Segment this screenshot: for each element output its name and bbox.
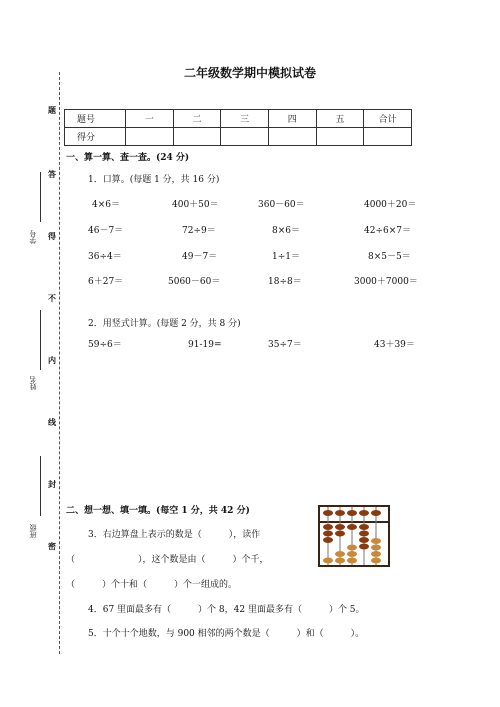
problem: 360－60＝	[258, 200, 305, 210]
abacus-bead	[359, 510, 369, 516]
abacus-bead	[347, 510, 357, 516]
abacus-bead	[323, 524, 333, 530]
fill-line	[40, 456, 41, 516]
score-table	[64, 109, 412, 146]
problem: 43＋39＝	[374, 340, 415, 350]
label-class: 班级	[29, 524, 37, 538]
section-title: 一、算一算、查一查。(24 分)	[66, 153, 190, 163]
abacus-bead	[335, 524, 345, 530]
abacus-bead	[335, 510, 345, 516]
fill-line	[40, 310, 41, 370]
margin-char: 不	[48, 293, 56, 303]
problem: 4000＋20＝	[364, 200, 417, 210]
margin-char: 得	[48, 231, 56, 241]
problem: 59÷6＝	[88, 340, 122, 350]
table-cell: 合计	[364, 110, 412, 128]
question-line: 5．十个十个地数，与 900 相邻的两个数是（ ）和（ ）。	[88, 629, 365, 639]
table-cell: 一	[126, 110, 174, 128]
table-cell: 二	[173, 110, 221, 128]
abacus-bead	[359, 544, 369, 550]
table-row	[65, 110, 412, 128]
abacus-bead	[323, 537, 333, 543]
score-input-cell[interactable]	[126, 128, 174, 146]
margin-char: 题	[48, 105, 56, 115]
abacus-bead	[323, 558, 333, 564]
table-row	[65, 128, 412, 146]
problem: 91-19=	[188, 340, 222, 350]
table-cell: 五	[316, 110, 364, 128]
problem: 400＋50＝	[172, 200, 219, 210]
question-line: （ ），这个数是由（ ）个千，	[66, 555, 269, 565]
abacus-bead	[371, 545, 381, 551]
abacus-bead	[359, 524, 369, 530]
fill-line	[40, 172, 41, 222]
abacus-bead	[347, 524, 357, 530]
problem: 5060－60＝	[168, 277, 221, 287]
margin-char: 线	[48, 417, 56, 427]
table-cell: 得分	[65, 128, 126, 146]
question-title: 1．口算。(每题 1 分，共 16 分)	[88, 175, 220, 185]
abacus-bead	[359, 531, 369, 537]
abacus-bead	[335, 551, 345, 557]
binding-line	[59, 72, 60, 654]
problem: 36÷4＝	[88, 252, 122, 262]
abacus-bead	[359, 537, 369, 543]
label-name: 姓名	[29, 376, 37, 390]
table-cell: 题号	[65, 110, 126, 128]
abacus-bead	[323, 510, 333, 516]
question-line: 4．67 里面最多有（ ）个 8，42 里面最多有（ ）个 5。	[88, 605, 365, 615]
question-line: 3．右边算盘上表示的数是（ ），读作	[88, 530, 261, 540]
table-cell: 四	[268, 110, 316, 128]
margin-char: 封	[48, 479, 56, 489]
abacus-bead	[335, 531, 345, 537]
problem: 18÷8＝	[268, 277, 302, 287]
margin-char: 密	[48, 541, 56, 551]
abacus-bead	[371, 551, 381, 557]
abacus-bead	[371, 538, 381, 544]
problem: 46－7＝	[88, 226, 124, 236]
abacus-bead	[371, 510, 381, 516]
problem: 4×6＝	[92, 200, 120, 210]
abacus-bead	[335, 558, 345, 564]
table-cell: 三	[221, 110, 269, 128]
problem: 3000＋7000＝	[354, 277, 418, 287]
question-line: （ ）个十和（ ）个一组成的。	[66, 580, 238, 590]
margin-char: 答	[48, 169, 56, 179]
section-title: 二、想一想、填一填。(每空 1 分，共 42 分)	[66, 506, 250, 516]
margin-char: 内	[48, 355, 56, 365]
score-input-cell[interactable]	[221, 128, 269, 146]
abacus-bead	[347, 545, 357, 551]
abacus-bead	[347, 558, 357, 564]
score-input-cell[interactable]	[268, 128, 316, 146]
abacus-image	[318, 505, 390, 567]
problem: 6＋27＝	[88, 277, 124, 287]
label-student-id: 学号	[29, 230, 37, 244]
score-input-cell[interactable]	[173, 128, 221, 146]
problem: 72÷9＝	[182, 226, 216, 236]
problem: 35÷7＝	[268, 340, 302, 350]
problem: 42÷6×7＝	[364, 226, 411, 236]
score-input-cell[interactable]	[364, 128, 412, 146]
problem: 8×5－5＝	[368, 252, 411, 262]
score-input-cell[interactable]	[316, 128, 364, 146]
abacus-rods	[323, 507, 381, 565]
problem: 49－7＝	[182, 252, 218, 262]
abacus-bead	[323, 531, 333, 537]
question-title: 2．用竖式计算。(每题 2 分，共 8 分)	[88, 319, 241, 329]
abacus-bead	[347, 551, 357, 557]
problem: 8×6＝	[272, 226, 300, 236]
page-title: 二年级数学期中模拟试卷	[183, 66, 316, 80]
problem: 1÷1＝	[272, 252, 300, 262]
abacus-bead	[371, 558, 381, 564]
